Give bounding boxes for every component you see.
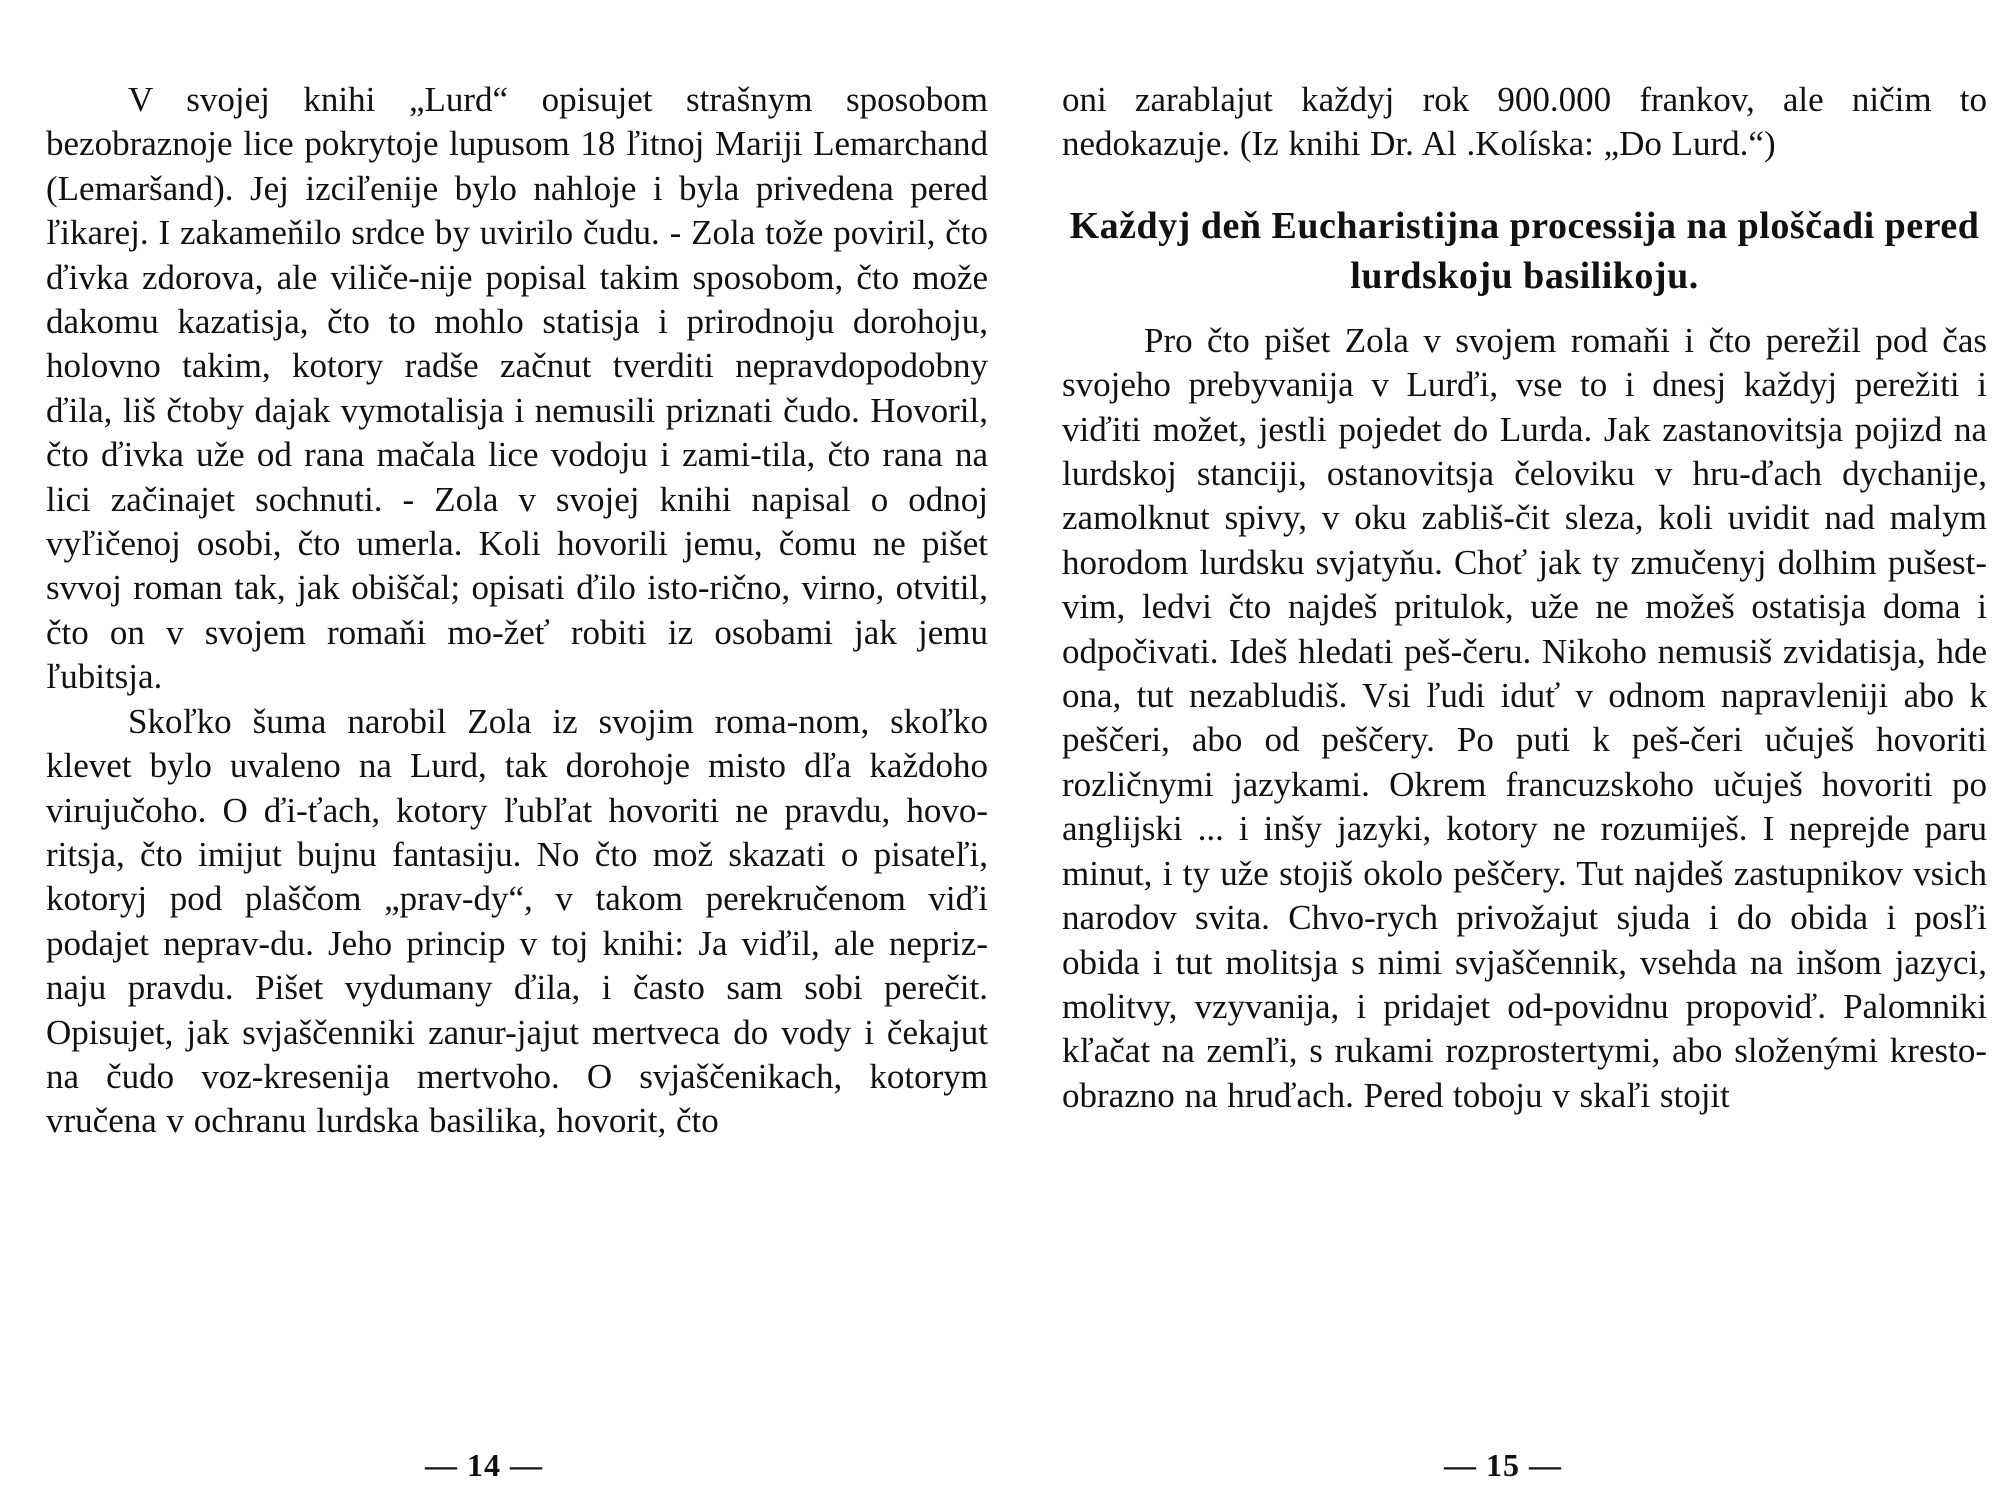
right-page bbox=[1006, 0, 2012, 1500]
right-text-column bbox=[1062, 78, 1987, 1118]
right-intro-paragraph: oni zarablajut každyj rok 900.000 frankov, ale ničim to nedokazuje. (Iz knihi Dr. Al .Kolíska: „Do Lurd.“) bbox=[1062, 80, 1987, 164]
page-number-left: — 14 — bbox=[425, 1447, 543, 1483]
left-paragraph-2: Skoľko šuma narobil Zola iz svojim roma-nom, skoľko klevet bylo uvaleno na Lurd, tak dorohoje misto dľa každoho virujučoho. O ďi-ťach, kotory ľubľat hovoriti ne pravdu, hovo-ritsja, čto imijut bujnu fantasiju. No čto mož skazati o pisateľi, kotoryj pod plaščom „prav-dy“, v takom perekručenom viďi podajet neprav-du. Jeho princip v toj knihi: Ja viďil, ale nepriz-naju pravdu. Pišet vydumany ďila, i často sam sobi perečit. Opisujet, jak svjaščenniki zanur-jajut mertveca do vody i čekajut na čudo voz-kresenija mertvoho. O svjaščenikach, kotorym vručena v ochranu lurdska basilika, hovorit, čto bbox=[46, 701, 988, 1141]
left-paragraph-1: V svojej knihi „Lurd“ opisujet strašnym sposobom bezobraznoje lice pokrytoje lupusom 18 ľitnoj Mariji Lemarchand (Lemaršand). Jej izciľenije bylo nahloje i byla privedena pered ľikarej. I zakameňilo srdce by uvirilo čudu. - Zola tože poviril, čto ďivka zdorova, ale viliče-nije popisal takim sposobom, čto može dakomu kazatisja, čto to mohlo statisja i prirodnoju dorohoju, holovno takim, kotory radše začnut tverditi nepravdopodobny ďila, liš čtoby dajak vymotalisja i nemusili priznati čudo. Hovoril, čto ďivka uže od rana mačala lice vodoju i zami-tila, čto rana na lici začinajet sochnuti. - Zola v svojej knihi napisal o odnoj vyľičenoj osobi, čto umerla. Koli hovorili jemu, čomu ne pišet svvoj roman tak, jak obiščal; opisati ďilo isto-rično, virno, otvitil, čto on v svojem romaňi mo-žeť robiti iz osobami jak jemu ľubitsja. bbox=[46, 80, 988, 697]
right-body-paragraph: Pro čto pišet Zola v svojem romaňi i čto perežil pod čas svojeho prebyvanija v Lurďi, vse to i dnesj každyj perežiti i viďiti možet, jestli pojedet do Lurda. Jak zastanovitsja pojizd na lurdskoj stanciji, ostanovitsja čeloviku v hru-ďach dychanije, zamolknut spivy, v oku zabliš-čit sleza, koli uvidit nad malym horodom lurdsku svjatyňu. Choť jak ty zmučenyj dolhim pušest-vim, ledvi čto najdeš pritulok, uže ne možeš ostatisja doma i odpočivati. Ideš hledati peš-čeru. Nikoho nemusiš zvidatisja, hde ona, tut nezabludiš. Vsi ľudi iduť v odnom napravleniji abo k peščeri, abo od peščery. Po puti k peš-čeri učuješ hovoriti rozličnymi jazykami. Okrem francuzskoho učuješ hovoriti po anglijski ... i inšy jazyki, kotory ne rozumiješ. I neprejde paru minut, i ty uže stojiš okolo peščery. Tut najdeš zastupnikov vsich narodov svita. Chvo-rych privožajut sjuda i do obida i posľi obida i tut molitsja s nimi svjaščennik, vsehda na inšom jazyci, molitvy, vzyvanija, i pridajet od-povidnu propoviď. Palomniki kľačat na zemľi, s rukami rozprostertymi, abo složenými kresto-obrazno na hruďach. Pered toboju v skaľi stojit bbox=[1062, 320, 1987, 1115]
left-text-column bbox=[46, 78, 988, 1144]
section-heading: Každyj deň Eucharistijna processija na ploščadi pered lurdskoju basilikoju. bbox=[1069, 204, 1980, 297]
page-number-right: — 15 — bbox=[1444, 1447, 1562, 1483]
